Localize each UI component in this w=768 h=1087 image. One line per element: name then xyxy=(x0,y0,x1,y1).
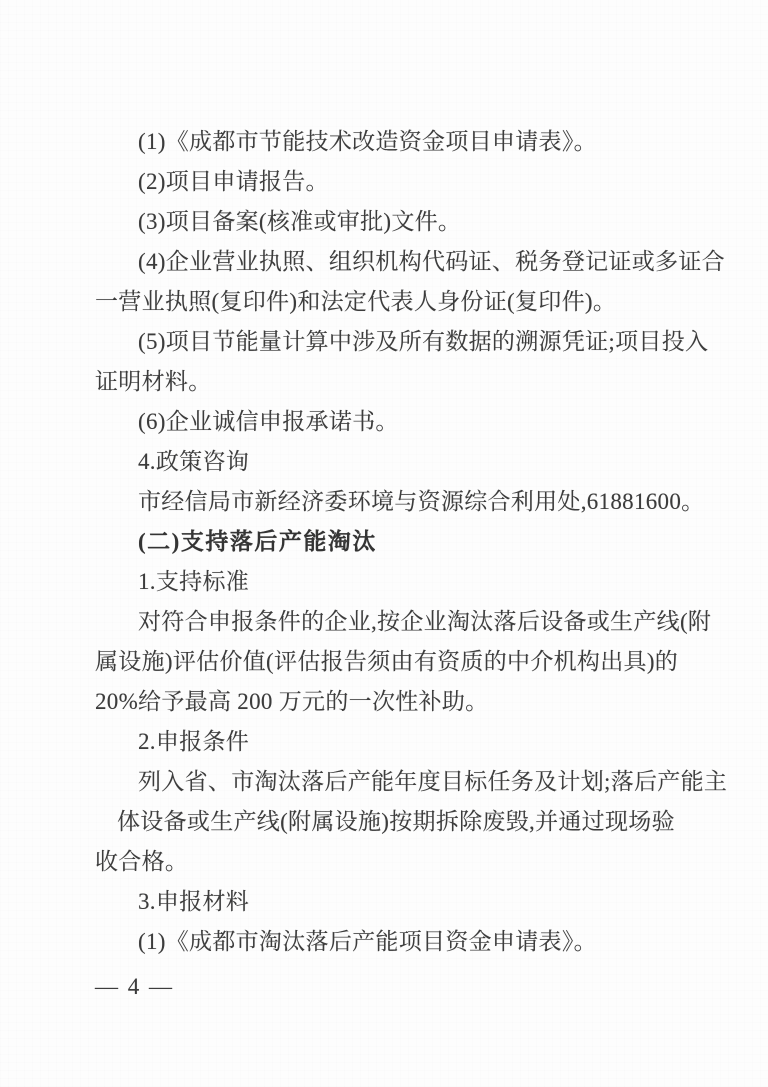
document-line: (6)企业诚信申报承诺书。 xyxy=(138,409,399,434)
document-line: 1.支持标准 xyxy=(138,569,250,594)
document-line: (2)项目申请报告。 xyxy=(138,169,329,194)
document-line: 20%给予最高 200 万元的一次性补助。 xyxy=(95,689,489,714)
document-line: 体设备或生产线(附属设施)按期拆除废毁,并通过现场验 xyxy=(117,809,675,834)
document-line: (1)《成都市节能技术改造资金项目申请表》。 xyxy=(138,129,597,154)
document-body xyxy=(95,122,753,962)
document-line: 对符合申报条件的企业,按企业淘汰落后设备或生产线(附 xyxy=(138,609,712,634)
document-line: 收合格。 xyxy=(95,849,189,874)
document-line: (3)项目备案(核准或审批)文件。 xyxy=(138,209,462,234)
document-line: (4)企业营业执照、组织机构代码证、税务登记证或多证合 xyxy=(138,249,725,274)
page-number: — 4 — xyxy=(95,974,174,999)
document-line: 列入省、市淘汰落后产能年度目标任务及计划;落后产能主 xyxy=(138,769,728,794)
document-line: 3.申报材料 xyxy=(138,889,250,914)
document-line: 4.政策咨询 xyxy=(138,449,250,474)
section-heading: (二)支持落后产能淘汰 xyxy=(138,529,377,554)
document-line: 一营业执照(复印件)和法定代表人身份证(复印件)。 xyxy=(95,289,617,314)
document-line: (1)《成都市淘汰落后产能项目资金申请表》。 xyxy=(138,929,597,954)
document-line: 市经信局市新经济委环境与资源综合利用处,61881600。 xyxy=(138,489,705,514)
document-line: (5)项目节能量计算中涉及所有数据的溯源凭证;项目投入 xyxy=(138,329,709,354)
document-line: 2.申报条件 xyxy=(138,729,250,754)
document-line: 证明材料。 xyxy=(95,369,212,394)
document-line: 属设施)评估价值(评估报告须由有资质的中介机构出具)的 xyxy=(95,649,679,674)
